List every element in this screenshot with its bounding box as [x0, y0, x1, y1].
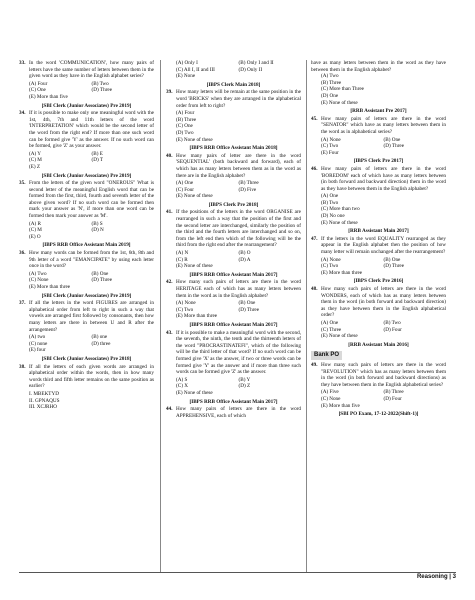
options-38 — [166, 60, 301, 80]
option: (D) A — [238, 256, 251, 263]
footer-rule — [19, 572, 456, 573]
options-37 — [19, 334, 154, 354]
question-41: 41. If the positions of the letters in the word ORGANISE are rearranged in such a way that the position of the first and the second letter are interchanged, similarly the position of the third and the fourth letters are interchanged and so on, from the left end then which of the following will be the third from the right end after the rearrangement? — [166, 209, 301, 249]
option: (B) One — [91, 270, 109, 277]
option: (D) Z — [238, 383, 251, 390]
source-label: [RRB Assistant Main 2016] — [348, 341, 409, 348]
column-separator — [160, 60, 161, 572]
option: (C) More than two — [321, 206, 360, 213]
option: (E) four — [29, 347, 46, 354]
option: (A) Four — [29, 80, 48, 87]
options-35 — [19, 221, 154, 241]
option: (B) Three — [176, 116, 197, 123]
options-34 — [19, 151, 154, 171]
options-42 — [166, 300, 301, 320]
options-47 — [311, 257, 446, 277]
option: (B) Three — [238, 180, 259, 187]
category-heading: Bank PO — [311, 351, 342, 360]
option: (A) Four — [176, 110, 195, 117]
options-49 — [311, 389, 446, 409]
question-49: 49. How many such pairs of letters are there in the word "REVOLUTION" which has as many letters between them in the word (in both forward and backward directions) as they have between them in the English alphabetical series? — [311, 361, 446, 388]
option: (D) Only II — [238, 66, 263, 73]
source-label: [IBPS RRB Office Assistant Main 2017] — [189, 398, 278, 405]
option: (E) More than three — [321, 269, 363, 276]
source-label: [IBPS Clerk Pre 2016] — [353, 278, 404, 285]
question-33: 33. In the word 'COMMUNICATION', how many pairs of letters have the same number of letters between them in the given word as they have in the English alphabet series? — [19, 60, 154, 80]
source-label: [IBPS Clerk Main 2018] — [206, 81, 261, 88]
question-47: 47. If the letters in the word EQUALITY rearranged as they appear in the English alphabet then the position of how many letter will remain unchanged after the rearrangement? — [311, 235, 446, 256]
option: (C) Two — [321, 263, 339, 270]
options-44 — [311, 73, 446, 106]
option: (D) N — [91, 227, 104, 234]
option: (A) None — [176, 300, 196, 307]
question-36: 36. How many words can be formed from the 1st, 6th, 8th and 9th letter of a word "EMANCIPATE" by using each letter once in the word? — [19, 250, 154, 270]
option: (B) Only I and II — [238, 60, 274, 66]
option: (D) Four — [383, 326, 402, 333]
options-36 — [19, 271, 154, 291]
option: (D) No one — [321, 213, 345, 220]
source-label: [RRB Assistant Pre 2017] — [350, 108, 407, 115]
source-label: [SBI Clerk (Junior Associates) Pre 2019] — [41, 292, 132, 299]
option: (E) More than five — [321, 402, 360, 409]
option: (D) Two — [176, 129, 194, 136]
option: (A) Five — [321, 389, 339, 396]
options-40 — [166, 180, 301, 200]
option: (B) one — [91, 334, 108, 341]
option: (C) Three — [321, 326, 342, 333]
options-33 — [19, 81, 154, 101]
list-item: I. MBEKTYD — [29, 390, 59, 397]
page-footer — [0, 572, 475, 584]
question-37: 37. If all the letters in the word FIGURES are arranged in alphabetical order from left to right in such a way that vowels are arranged first followed by consonants, then how many letters are there in between U and R after the arrangement? — [19, 300, 154, 333]
options-48 — [311, 320, 446, 340]
option: (E) Z — [29, 163, 41, 170]
option: (D) Three — [383, 263, 404, 270]
source-label: [SBI PO Exam, 17-12-2022(Shift-1)] — [338, 411, 419, 418]
source-label: [IBPS Clerk Pre 2017] — [353, 158, 404, 165]
source-label: [SBI Clerk (Junior Associates) Pre 2018] — [41, 355, 132, 362]
option: (D) T — [91, 157, 104, 164]
source-label: [IBPS RRB Office Assistant Main 2018] — [189, 145, 278, 152]
options-41 — [166, 250, 301, 270]
footer-page-label: Reasoning | 3 — [416, 574, 456, 580]
option: (C) R — [176, 256, 188, 263]
column-1 — [19, 60, 154, 411]
option: (D) Three — [238, 306, 259, 313]
options-39 — [166, 110, 301, 143]
option: (C) All I, II and III — [176, 66, 215, 73]
option: (E) More than five — [29, 93, 68, 100]
option: (E) Four — [321, 149, 339, 156]
option: (C) X — [176, 383, 188, 390]
option: (D) three — [91, 340, 111, 347]
options-46 — [311, 193, 446, 226]
question-38: 38. If all the letters of each given words are arranged in alphabetical order within the words, then in how many words third and fifth letter remains on the same position as earlier? — [19, 363, 154, 390]
question-35: 35. From the letters of the given word "ONEROUS" What is second letter of the meaningful English word that can be formed from the first, third, fourth and seventh letter of the above given word? If no such word can be formed then mark your answer as 'N', if more than one word can be formed then mark your answer as 'M'. — [19, 180, 154, 220]
option: (D) One — [321, 92, 339, 99]
list-item: II. GPNAQUS — [29, 397, 60, 404]
option: (B) Two — [321, 199, 339, 206]
question-39: 39. How many letters will be remain at the same position in the word 'BRICKS' when they are arranged in the alphabetical order from left to right? — [166, 89, 301, 109]
source-label: [RRB Assistant Main 2017] — [348, 228, 409, 235]
question-46: 46. How many pairs of letters are there in the word 'BOREDOM' each of which have as many letters between (in both forward and backward direction) them in the word as they have between them in the English alphabet? — [311, 165, 446, 192]
option: (A) Two — [321, 73, 339, 80]
source-label: [IBPS RRB Office Assistant Main 2017] — [189, 321, 278, 328]
option: (C) None — [29, 277, 49, 284]
source-label: [IBPS Clerk Pre 2018] — [208, 201, 259, 208]
option: (A) S — [176, 376, 188, 383]
option: (B) One — [383, 136, 401, 143]
option: (B) E — [91, 150, 103, 157]
option: (E) None of these — [321, 99, 358, 106]
option: (D) Four — [383, 395, 402, 402]
option: (B) One — [383, 256, 401, 263]
option: (E) More than three — [29, 284, 71, 290]
question-43: 43. If it is possible to make a meaningful word with the second, the seventh, the ninth, the tenth and the thirteenth letters of the word "PROCRASTINATEFI", which of the following will be the third letter of that word? If no such word can be formed give 'X' as the answer, if two or three words can be formed give 'Y' as the answer and if more than three such words can be formed give 'Z' as the answer. — [166, 329, 301, 376]
option: (B) S — [91, 220, 103, 227]
option: (E) None of these — [176, 263, 213, 270]
option: (B) O — [238, 250, 251, 257]
column-3 — [311, 60, 446, 419]
option: (E) More than three — [176, 313, 218, 320]
question-42: 42. How many such pairs of letters are there in the word HERITAGE each of which has as many letters between them in the word as in the English alphabet? — [166, 279, 301, 299]
option: (A) Y — [29, 150, 42, 157]
question-48: 48. How many such pairs of letters are there in the word WONDERS, each of which has as many letters between them in the word (in both forward and backward direction) as they have between them in the English alphabetical order? — [311, 286, 446, 319]
option: (A) None — [321, 256, 341, 263]
word-list-38 — [19, 391, 154, 411]
source-label: [SBI Clerk (Junior Associates) Pre 2019] — [41, 102, 132, 109]
option: (E) None of these — [321, 333, 358, 340]
option: (D) Three — [91, 87, 112, 94]
option: (A) Only I — [176, 60, 198, 66]
option: (C) M — [29, 157, 42, 164]
option: (B) Two — [383, 319, 401, 326]
option: (E) O — [29, 233, 41, 240]
option: (D) Three — [383, 143, 404, 150]
option: (B) Two — [91, 80, 109, 87]
option: (D) Three — [91, 277, 112, 284]
option: (C) One — [176, 123, 193, 130]
option: (B) Y — [238, 376, 251, 383]
column-separator — [306, 60, 307, 572]
option: (A) R — [29, 220, 41, 227]
option: (B) Three — [321, 79, 342, 86]
question-44-continued: have as many letters between them in the word as they have between them in the English alphabet? — [311, 60, 446, 73]
option: (B) One — [238, 300, 256, 307]
option: (E) None of these — [321, 219, 358, 226]
list-item: III. XCJRHO — [29, 404, 57, 411]
option: (B) Three — [383, 389, 404, 396]
option: (E) None of these — [176, 136, 213, 143]
option: (A) One — [176, 180, 194, 187]
source-label: [IBPS RRB Office Assistant Main 2017] — [189, 271, 278, 278]
option: (E) None of these — [176, 389, 213, 396]
option: (D) Five — [238, 186, 257, 193]
option: (C) Two — [176, 306, 194, 313]
option: (C) none — [29, 340, 48, 347]
option: (A) two — [29, 334, 46, 341]
option: (A) Two — [29, 270, 47, 277]
question-45: 45. How many pairs of letters are there in the word "SENATOR" which have as many letters between them in the word as in alphabetical series? — [311, 115, 446, 135]
option: (C) One — [29, 87, 46, 94]
option: (A) None — [321, 136, 341, 143]
options-45 — [311, 137, 446, 157]
source-label: [SBI Clerk (Junior Associates) Pre 2019] — [41, 172, 132, 179]
option: (C) None — [321, 395, 341, 402]
source-label: [IBPS RRB Office Assistant Main 2019] — [42, 242, 131, 249]
option: (E) None of these — [176, 193, 213, 200]
option: (C) Two — [321, 143, 339, 150]
option: (A) One — [321, 319, 339, 326]
options-43 — [166, 377, 301, 397]
question-44: 44. How many pairs of letters are there in the word APPREHENSIVE, each of which — [166, 406, 301, 419]
option: (A) One — [321, 193, 339, 200]
column-2 — [166, 60, 301, 420]
option: (C) Four — [176, 186, 195, 193]
question-40: 40. How many pairs of letter are there in the word 'SEQUENTIAL' (both backward and forward), each of which has as many letters between them as in the word as there are in the English alphabet? — [166, 152, 301, 179]
option: (E) None — [176, 73, 196, 80]
option: (A) N — [176, 250, 189, 257]
option: (C) More than Three — [321, 86, 364, 93]
option: (C) M — [29, 227, 42, 234]
question-34: 34. If it is possible to make only one meaningful word with the 1st, 4th, 7th and 11th letters of the word 'INTERPRETATION' which would be the second letter of the word from the right end? If more than one such word can be formed give 'Y' as the answer. If no such word can be formed, give 'Z' as your answer. — [19, 110, 154, 150]
